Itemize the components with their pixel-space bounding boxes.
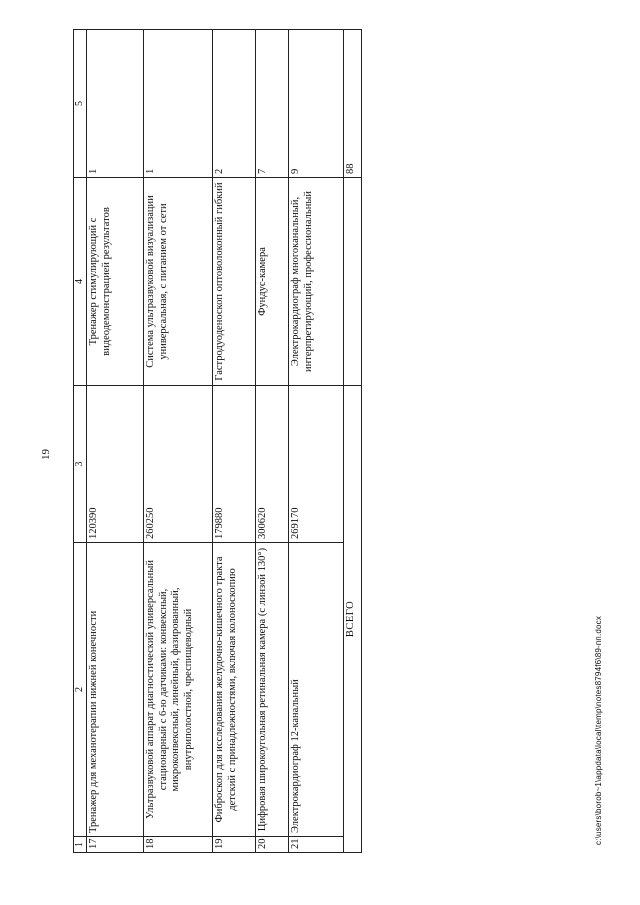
equipment-type: Система ультразвуковой визуализации универсальная, с питанием от сети bbox=[144, 178, 213, 386]
equipment-name: Ультразвуковой аппарат диагностический универсальный стационарный с 6-ю датчиками: конвексный, микроконвексный, линейный, фазированный, внутриполостной, чреспищеводный bbox=[144, 543, 213, 837]
equipment-quantity: 1 bbox=[144, 30, 213, 178]
row-number: 18 bbox=[144, 837, 213, 853]
equipment-name: Тренажер для механотерапии нижней конечности bbox=[87, 543, 144, 837]
equipment-code: 179880 bbox=[213, 386, 256, 543]
header-cell: 5 bbox=[74, 30, 87, 178]
equipment-code: 260250 bbox=[144, 386, 213, 543]
equipment-type: Тренажер стимулирующий с видеодемонстрацией результатов bbox=[87, 178, 144, 386]
total-label: ВСЕГО bbox=[344, 386, 362, 853]
table-header-row bbox=[74, 30, 87, 853]
row-number: 21 bbox=[289, 837, 344, 853]
equipment-table bbox=[73, 29, 362, 853]
table-row bbox=[213, 30, 256, 853]
table-row bbox=[144, 30, 213, 853]
equipment-type: Гастродуоденоскоп оптоволоконный гибкий bbox=[213, 178, 256, 386]
equipment-name: Цифровая широкоугольная ретинальная камера (с линзой 130°) bbox=[256, 543, 289, 837]
table-row bbox=[256, 30, 289, 853]
total-row bbox=[344, 30, 362, 853]
equipment-quantity: 7 bbox=[256, 30, 289, 178]
header-cell: 1 bbox=[74, 837, 87, 853]
header-cell: 2 bbox=[74, 543, 87, 837]
equipment-type: Фундус-камера bbox=[256, 178, 289, 386]
row-number: 17 bbox=[87, 837, 144, 853]
equipment-code: 269170 bbox=[289, 386, 344, 543]
row-number: 19 bbox=[213, 837, 256, 853]
table-row bbox=[289, 30, 344, 853]
total-empty-cell bbox=[344, 178, 362, 386]
header-cell: 4 bbox=[74, 178, 87, 386]
equipment-name: Фиброскоп для исследования желудочно-кишечного тракта детский с принадлежностями, включая колоноскопию bbox=[213, 543, 256, 837]
row-number: 20 bbox=[256, 837, 289, 853]
equipment-name: Электрокардиограф 12-канальный bbox=[289, 543, 344, 837]
equipment-quantity: 1 bbox=[87, 30, 144, 178]
equipment-code: 300620 bbox=[256, 386, 289, 543]
equipment-table-container bbox=[73, 30, 362, 853]
footer-file-path: c:\users\borob~1\appdata\local\temp\notes8794f6\89-пп.docx bbox=[594, 615, 603, 845]
equipment-code: 120390 bbox=[87, 386, 144, 543]
header-cell: 3 bbox=[74, 386, 87, 543]
page-number: 19 bbox=[40, 449, 52, 460]
equipment-type: Электрокардиограф многоканальный, интерпретирующий, профессиональный bbox=[289, 178, 344, 386]
table-row bbox=[87, 30, 144, 853]
equipment-quantity: 2 bbox=[213, 30, 256, 178]
total-value: 88 bbox=[344, 30, 362, 178]
equipment-quantity: 9 bbox=[289, 30, 344, 178]
